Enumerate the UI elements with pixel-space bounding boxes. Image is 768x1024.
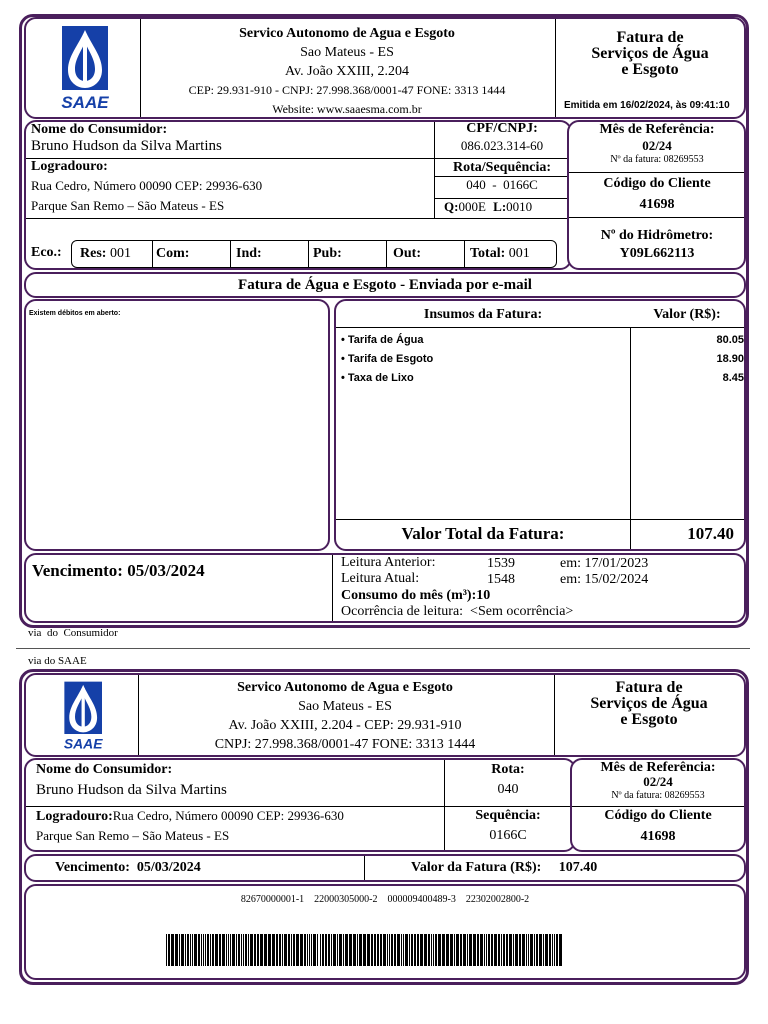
barcode-bar xyxy=(539,934,542,966)
ref-month-label: Mês de Referência: xyxy=(599,122,715,137)
barcode-bar xyxy=(463,934,466,966)
barcode-bar xyxy=(322,934,324,966)
doc-title-line3: e Esgoto xyxy=(621,61,679,78)
eco-ind: Ind: xyxy=(236,246,262,261)
barcode-bar xyxy=(203,934,204,966)
org-city: Sao Mateus - ES xyxy=(300,45,394,60)
barcode-bar xyxy=(192,934,193,966)
barcode-bar xyxy=(456,934,459,966)
barcode-bar xyxy=(503,934,505,966)
prev-reading-date: em: 17/01/2023 xyxy=(560,556,649,571)
barcode-bar xyxy=(371,934,373,966)
barcode-bar xyxy=(397,934,400,966)
barcode-bar xyxy=(311,934,312,966)
org-name: Servico Autonomo de Agua e Esgoto xyxy=(239,26,455,41)
barcode-bar xyxy=(236,934,237,966)
org-website[interactable]: Website: www.saaesma.com.br xyxy=(272,102,422,116)
barcode-bar xyxy=(403,934,404,966)
barcode-bar xyxy=(325,934,327,966)
barcode-bar xyxy=(359,934,362,966)
barcode-bar xyxy=(477,934,479,966)
barcode-bar xyxy=(513,934,514,966)
ref-month: 02/24 xyxy=(642,138,672,153)
due-date: Vencimento: 05/03/2024 xyxy=(32,561,205,580)
barcode-bar xyxy=(190,934,191,966)
barcode-bar xyxy=(556,934,558,966)
barcode-bar xyxy=(205,934,206,966)
barcode-bar xyxy=(526,934,527,966)
barcode-bar xyxy=(219,934,221,966)
eco-label: Eco.: xyxy=(31,245,62,260)
prev-reading-value: 1539 xyxy=(487,556,515,571)
barcode-bar xyxy=(232,934,235,966)
barcode-bar xyxy=(417,934,419,966)
barcode-bar xyxy=(245,934,247,966)
via-saae-label: via do SAAE xyxy=(28,655,87,667)
stub-month-label: Mês de Referência: xyxy=(600,760,716,775)
doc-title-line1: Fatura de xyxy=(616,29,684,46)
barcode-bar xyxy=(320,934,321,966)
org-contact: CEP: 29.931-910 - CNPJ: 27.998.368/0001-47 FONE: 3313 1444 xyxy=(188,83,506,97)
eco-out: Out: xyxy=(393,246,421,261)
barcode-bar xyxy=(279,934,281,966)
barcode-bar xyxy=(185,934,186,966)
barcode-bar xyxy=(519,934,521,966)
eco-com: Com: xyxy=(156,246,190,261)
barcode-bar xyxy=(339,934,342,966)
barcode-bar xyxy=(543,934,544,966)
barcode-bar xyxy=(328,934,330,966)
barcode-bar xyxy=(226,934,227,966)
debts-note: Existem débitos em aberto: xyxy=(29,310,121,317)
barcode-bar xyxy=(363,934,366,966)
barcode-bar xyxy=(243,934,244,966)
barcode-bar xyxy=(257,934,259,966)
barcode-bar xyxy=(534,934,535,966)
barcode-bar xyxy=(284,934,287,966)
stub-name: Bruno Hudson da Silva Martins xyxy=(36,782,227,798)
eco-res: Res: 001 xyxy=(80,246,131,261)
barcode-bar xyxy=(433,934,434,966)
svg-text:SAAE: SAAE xyxy=(61,93,109,112)
client-code-label: Código do Cliente xyxy=(603,176,711,191)
barcode-bar xyxy=(431,934,432,966)
barcode-bar xyxy=(545,934,548,966)
barcode-bar xyxy=(442,934,445,966)
barcode-bar xyxy=(268,934,271,966)
barcode-bar xyxy=(506,934,508,966)
eco-pub: Pub: xyxy=(313,246,342,261)
barcode-bar xyxy=(194,934,197,966)
barcode-bar xyxy=(383,934,386,966)
barcode-bar xyxy=(411,934,413,966)
route-label: Rota/Sequência: xyxy=(453,160,551,175)
stub-saae-logo xyxy=(58,680,110,752)
barcode-bar xyxy=(309,934,310,966)
barcode-bar xyxy=(353,934,356,966)
client-code: 41698 xyxy=(639,197,675,212)
barcode-bar xyxy=(307,934,308,966)
curr-reading-label: Leitura Atual: xyxy=(341,571,420,586)
item-value: 8.45 xyxy=(722,372,744,384)
barcode-bar xyxy=(414,934,416,966)
barcode-bar xyxy=(469,934,472,966)
barcode-bar xyxy=(168,934,170,966)
barcode-bar xyxy=(241,934,242,966)
barcode-bar xyxy=(331,934,332,966)
stub-value: Valor da Fatura (R$): 107.40 xyxy=(411,860,598,875)
stub-title-line2: Serviços de Água xyxy=(590,695,708,712)
barcode-bar xyxy=(401,934,402,966)
barcode-bar xyxy=(228,934,229,966)
barcode xyxy=(166,934,562,966)
barcode-bar xyxy=(276,934,278,966)
barcode-bar xyxy=(554,934,555,966)
barcode-bar xyxy=(349,934,352,966)
stub-district: Parque San Remo – São Mateus - ES xyxy=(36,828,230,843)
barcode-bar xyxy=(488,934,490,966)
barcode-bar xyxy=(337,934,338,966)
barcode-bar xyxy=(536,934,538,966)
barcode-bar xyxy=(210,934,211,966)
barcode-bar xyxy=(230,934,231,966)
barcode-bar xyxy=(367,934,370,966)
barcode-bar xyxy=(212,934,214,966)
stub-org-city: Sao Mateus - ES xyxy=(298,699,392,714)
barcode-bar xyxy=(313,934,316,966)
barcode-bar xyxy=(254,934,256,966)
barcode-bar xyxy=(248,934,249,966)
invoice-number: Nº da fatura: 08269553 xyxy=(610,154,704,165)
barcode-bar xyxy=(420,934,423,966)
doc-number: 086.023.314-60 xyxy=(460,138,544,153)
stub-client-code-label: Código do Cliente xyxy=(604,808,712,823)
barcode-bar xyxy=(264,934,267,966)
barcode-bar xyxy=(549,934,551,966)
stub-due-date: Vencimento: 05/03/2024 xyxy=(55,860,201,875)
occurrence: Ocorrência de leitura: <Sem ocorrência> xyxy=(341,604,574,619)
barcode-bar xyxy=(282,934,283,966)
stub-street: Logradouro:Rua Cedro, Número 00090 CEP: 29936-630 xyxy=(36,808,344,824)
barcode-bar xyxy=(201,934,202,966)
barcode-bar xyxy=(300,934,303,966)
barcode-bar xyxy=(391,934,393,966)
consumer-name-label: Nome do Consumidor: xyxy=(31,122,168,137)
barcode-bar xyxy=(409,934,410,966)
barcode-bar xyxy=(345,934,348,966)
barcode-bar xyxy=(343,934,344,966)
issued-date: Emitida em 16/02/2024, às 09:41:10 xyxy=(564,100,730,111)
barcode-bar xyxy=(501,934,502,966)
barcode-bar xyxy=(187,934,189,966)
barcode-bar xyxy=(450,934,453,966)
cut-line xyxy=(16,648,750,649)
doc-label: CPF/CNPJ: xyxy=(466,121,538,136)
barcode-bar xyxy=(467,934,468,966)
barcode-bar xyxy=(552,934,553,966)
barcode-bar xyxy=(424,934,427,966)
barcode-bar xyxy=(498,934,500,966)
barcode-bar xyxy=(171,934,174,966)
barcode-bar xyxy=(166,934,167,966)
barcode-bar xyxy=(387,934,388,966)
barcode-bar xyxy=(494,934,497,966)
items-value-header: Valor (R$): xyxy=(653,307,721,322)
stub-client-code: 41698 xyxy=(640,829,676,844)
barcode-bar xyxy=(333,934,336,966)
district: Parque San Remo – São Mateus - ES xyxy=(31,198,225,213)
barcode-bar xyxy=(374,934,376,966)
item-desc: • Tarifa de Água xyxy=(341,334,424,346)
barcode-bar xyxy=(480,934,483,966)
stub-seq-label: Sequência: xyxy=(475,808,541,823)
stub-name-label: Nome do Consumidor: xyxy=(36,762,173,777)
item-value: 80.05 xyxy=(716,334,744,346)
items-desc-header: Insumos da Fatura: xyxy=(423,307,543,322)
barcode-bar xyxy=(435,934,437,966)
via-consumer-label: via do Consumidor xyxy=(28,627,118,639)
barcode-bar xyxy=(377,934,379,966)
curr-reading-value: 1548 xyxy=(487,572,515,587)
barcode-bar xyxy=(296,934,299,966)
stub-seq: 0166C xyxy=(489,828,527,843)
barcode-bar xyxy=(446,934,449,966)
total-value: 107.40 xyxy=(687,524,734,543)
item-desc: • Tarifa de Esgoto xyxy=(341,353,434,365)
meter-number: Y09L662113 xyxy=(619,246,695,261)
barcode-bar xyxy=(486,934,487,966)
doc-title-line2: Serviços de Água xyxy=(591,45,709,62)
barcode-bar xyxy=(175,934,178,966)
barcode-bar xyxy=(530,934,533,966)
item-row xyxy=(341,334,744,353)
barcode-bar xyxy=(222,934,225,966)
barcode-digits: 82670000001-1 22000305000-2 000009400489-3 22302002800-2 xyxy=(240,894,530,905)
barcode-bar xyxy=(304,934,306,966)
total-label: Valor Total da Fatura: xyxy=(401,524,565,543)
stub-invoice-number: Nº da fatura: 08269553 xyxy=(611,790,705,801)
stub-org-address: Av. João XXIII, 2.204 - CEP: 29.931-910 xyxy=(228,718,462,733)
barcode-bar xyxy=(454,934,455,966)
saae-logo xyxy=(56,24,116,112)
barcode-bar xyxy=(438,934,441,966)
barcode-bar xyxy=(460,934,462,966)
barcode-bar xyxy=(428,934,430,966)
stub-route: 040 xyxy=(497,782,519,797)
stub-month: 02/24 xyxy=(643,774,673,789)
route-value: 040 - 0166C xyxy=(466,177,538,192)
barcode-bar xyxy=(394,934,396,966)
stub-title-line3: e Esgoto xyxy=(620,711,678,728)
barcode-bar xyxy=(215,934,218,966)
barcode-bar xyxy=(473,934,476,966)
curr-reading-date: em: 15/02/2024 xyxy=(560,572,649,587)
consumption: Consumo do mês (m³):10 xyxy=(341,588,491,603)
barcode-bar xyxy=(522,934,525,966)
barcode-bar xyxy=(272,934,275,966)
barcode-bar xyxy=(405,934,408,966)
barcode-bar xyxy=(207,934,209,966)
meter-label: Nº do Hidrômetro: xyxy=(600,228,714,243)
barcode-bar xyxy=(528,934,529,966)
barcode-bar xyxy=(179,934,180,966)
stub-route-label: Rota: xyxy=(491,762,525,777)
invoice-banner: Fatura de Água e Esgoto - Enviada por e-mail xyxy=(24,272,746,298)
barcode-bar xyxy=(559,934,562,966)
org-address: Av. João XXIII, 2.204 xyxy=(284,64,410,79)
consumer-name: Bruno Hudson da Silva Martins xyxy=(31,138,222,154)
barcode-bar xyxy=(291,934,292,966)
item-row xyxy=(341,353,744,372)
items-list xyxy=(341,334,744,391)
eco-total: Total: 001 xyxy=(470,246,530,261)
barcode-bar xyxy=(515,934,518,966)
item-desc: • Taxa de Lixo xyxy=(341,372,414,384)
barcode-bar xyxy=(198,934,200,966)
item-value: 18.90 xyxy=(716,353,744,365)
stub-title-line1: Fatura de xyxy=(615,679,683,696)
svg-text:SAAE: SAAE xyxy=(63,735,103,752)
stub-org-name: Servico Autonomo de Agua e Esgoto xyxy=(237,680,453,695)
barcode-bar xyxy=(509,934,512,966)
stub-org-contact: CNPJ: 27.998.368/0001-47 FONE: 3313 1444 xyxy=(214,737,476,752)
barcode-bar xyxy=(288,934,290,966)
barcode-bar xyxy=(389,934,390,966)
barcode-bar xyxy=(181,934,184,966)
street-label: Logradouro: xyxy=(31,159,108,174)
barcode-bar xyxy=(357,934,358,966)
item-row xyxy=(341,372,744,391)
barcode-bar xyxy=(293,934,295,966)
prev-reading-label: Leitura Anterior: xyxy=(341,555,436,570)
q-l-values: Q:000E L:0010 xyxy=(444,199,533,214)
debts-box xyxy=(24,299,330,551)
barcode-bar xyxy=(238,934,240,966)
barcode-bar xyxy=(380,934,382,966)
barcode-bar xyxy=(484,934,485,966)
barcode-bar xyxy=(491,934,493,966)
barcode-bar xyxy=(250,934,253,966)
barcode-bar xyxy=(317,934,318,966)
street: Rua Cedro, Número 00090 CEP: 29936-630 xyxy=(31,178,263,193)
barcode-bar xyxy=(260,934,263,966)
